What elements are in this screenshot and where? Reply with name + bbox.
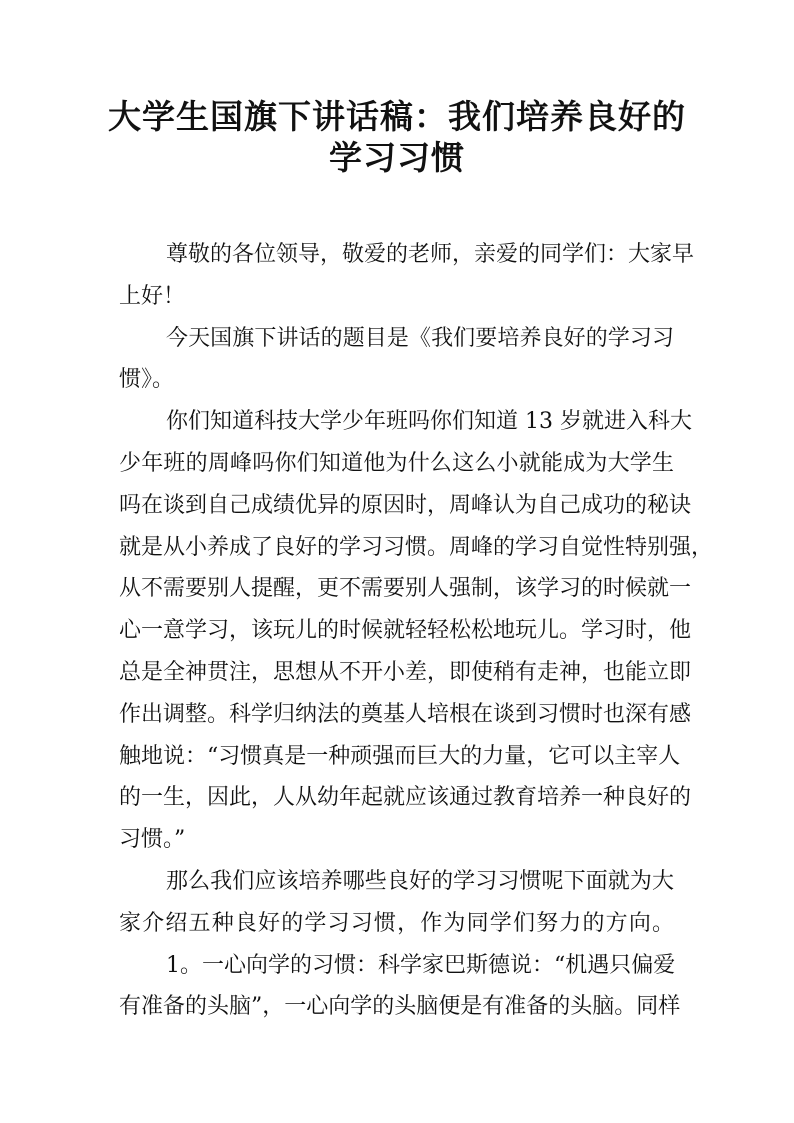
paragraph (119, 861, 674, 945)
document-body (119, 234, 714, 1028)
text-line: 从不需要别人提醒，更不需要别人强制，该学习的时候就一 (119, 576, 692, 602)
paragraph (119, 318, 674, 402)
text-line: 你们知道科技大学少年班吗你们知道 13 岁就进入科大 (166, 409, 692, 435)
title-line: 学习习惯 (329, 138, 465, 177)
text-line: 心一意学习，该玩儿的时候就轻轻松松地玩儿。学习时，他 (119, 618, 692, 644)
text-line: 1。一心向学的习惯：科学家巴斯德说：“机遇只偏爱 (166, 952, 676, 978)
text-line: 的一生，因此，人从幼年起就应该通过教育培养一种良好的 (119, 785, 692, 811)
text-line: 有准备的头脑”，一心向学的头脑便是有准备的头脑。同样 (119, 994, 681, 1020)
document-title (0, 96, 794, 178)
text-line: 上好！ (119, 283, 186, 309)
text-line: 少年班的周峰吗你们知道他为什么这么小就能成为大学生 (119, 450, 674, 476)
text-line: 那么我们应该培养哪些良好的学习习惯呢下面就为大 (166, 868, 674, 894)
paragraph (119, 401, 714, 861)
text-line: 习惯。” (119, 827, 186, 853)
text-line: 惯》。 (119, 367, 175, 393)
text-line: 今天国旗下讲话的题目是《我们要培养良好的学习习 (166, 325, 674, 351)
text-line: 作出调整。科学归纳法的奠基人培根在谈到习惯时也深有感 (119, 701, 692, 727)
title-line: 大学生国旗下讲话稿：我们培养良好的 (108, 97, 686, 136)
text-line: 家介绍五种良好的学习习惯，作为同学们努力的方向。 (119, 910, 674, 936)
paragraph (119, 234, 695, 318)
text-line: 就是从小养成了良好的学习习惯。周峰的学习自觉性特别强， (119, 534, 714, 560)
paragraph (119, 945, 681, 1029)
text-line: 吗在谈到自己成绩优异的原因时，周峰认为自己成功的秘诀 (119, 492, 692, 518)
text-line: 触地说：“习惯真是一种顽强而巨大的力量，它可以主宰人 (119, 743, 681, 769)
text-line: 总是全神贯注，思想从不开小差，即使稍有走神，也能立即 (119, 659, 692, 685)
text-line: 尊敬的各位领导，敬爱的老师，亲爱的同学们：大家早 (166, 242, 695, 267)
